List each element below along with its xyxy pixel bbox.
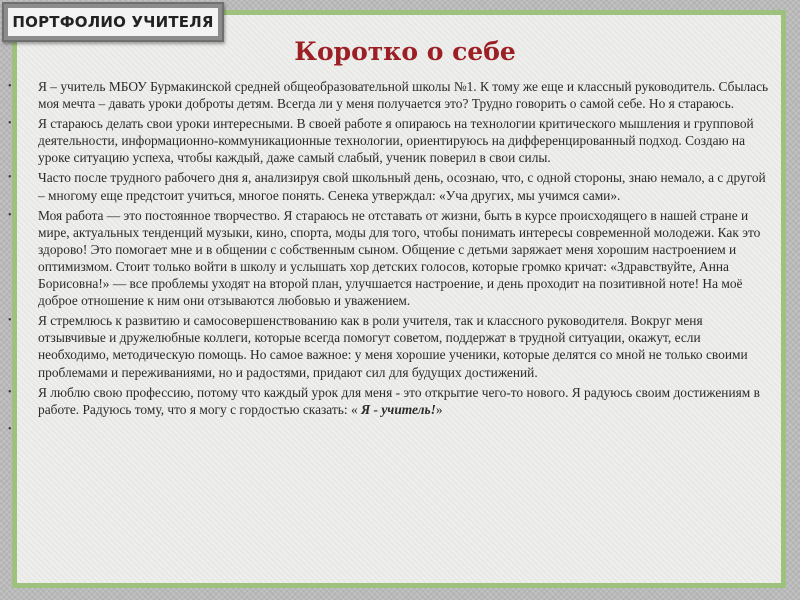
bullet-icon: • [8, 423, 12, 435]
quote-open: « [350, 401, 361, 417]
quote-close: » [435, 401, 443, 417]
paragraph-text: Я стараюсь делать свои уроки интересными. В своей работе я опираюсь на технологии критического мышления и групповой деятельности, информационно-коммуникационные технологии, ориентируюсь на дифференцированный подход. Создаю на уроке ситуацию успеха, чтобы каждый, даже самый слабый, ученик поверил в свои силы. [38, 116, 754, 166]
page-title: Коротко о себе [294, 37, 516, 66]
paragraph-5 [8, 312, 772, 380]
bullet-icon: • [8, 81, 12, 92]
bullet-icon: • [8, 209, 12, 221]
paragraph-text: Моя работа — это постоянное творчество. Я стараюсь не отставать от жизни, быть в курсе происходящего в нашей стране и мире, актуальных тенденций музыки, кино, спорта, моды для того, чтобы понимать интересы современной молодежи. Как это здорово! Это помогает мне и в общении с собственным сыном. Общение с детьми заряжает меня хорошим настроением и оптимизмом. Стоит только войти в школу и услышать хор детских голосов, которые громко кричат: «Здравствуйте, Анна Борисовна!» — все проблемы уходят на второй план, улучшается настроение, и день проходит на позитивной ноте! На моё доброе отношение к ним они отзываются любовью и уважением. [38, 207, 761, 309]
portfolio-badge-label: ПОРТФОЛИО УЧИТЕЛЯ [8, 8, 218, 36]
paragraph-text: Я стремлюсь к развитию и самосовершенствованию как в роли учителя, так и классного руководителя. Вокруг меня отзывчивые и дружелюбные коллеги, которые всегда помогут советом, поддержат в трудной ситуации, окажут, если необходимо, методическую помощь. Но самое важное: у меня хорошие ученики, которые делятся со мной не только своими проблемами и переживаниями, но и радостями, придают сил для будущих достижений. [38, 313, 748, 380]
paragraph-2 [8, 115, 772, 166]
quote-emphasis: Я - учитель! [360, 401, 436, 417]
paragraph-6 [8, 384, 772, 418]
paragraph-text: Я – учитель МБОУ Бурмакинской средней общеобразовательной школы №1. К тому же еще и классный руководитель. Сбылась моя мечта – давать уроки доброты детям. Всегда ли у меня получается это? Трудно говорить о самой себе. Но я стараюсь. [38, 79, 769, 112]
portfolio-badge [2, 2, 224, 42]
bullet-icon: • [8, 118, 12, 130]
paragraph-1 [8, 78, 772, 112]
about-text-list [8, 78, 772, 441]
empty-bullet-item [8, 421, 772, 438]
paragraph-text: Часто после трудного рабочего дня я, анализируя свой школьный день, осознаю, что, с одной стороны, знаю немало, а с другой – многому еще предстоит учиться, многое понять. Сенека утверждал: «Уча других, мы учимся сами». [38, 170, 766, 203]
paragraph-3 [8, 169, 772, 203]
bullet-icon: • [8, 172, 12, 184]
paragraph-text: Я люблю свою профессию, потому что каждый урок для меня - это открытие чего-то нового. Я радуюсь своим достижениям в работе. Радуюсь тому, что я могу с гордостью сказать: [38, 384, 760, 417]
bullet-icon: • [8, 386, 12, 398]
bullet-icon: • [8, 315, 12, 327]
paragraph-4 [8, 207, 772, 310]
